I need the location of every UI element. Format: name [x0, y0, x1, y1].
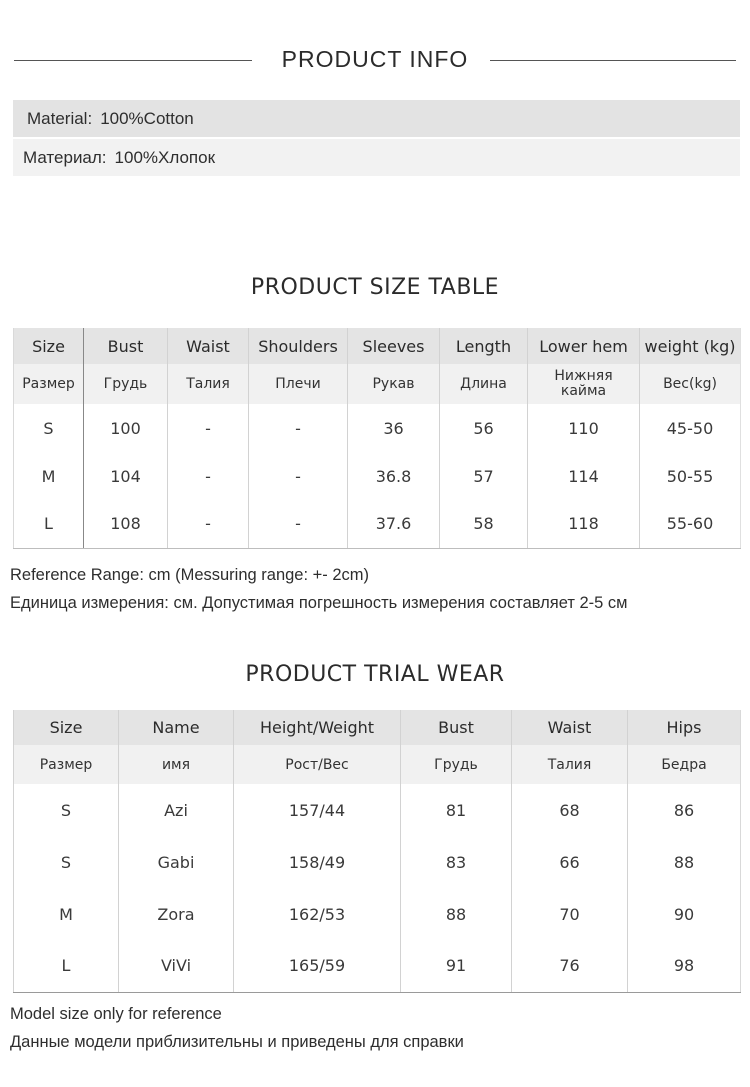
divider-right	[490, 60, 736, 61]
table-cell: 91	[401, 940, 512, 992]
table-cell: 36.8	[348, 452, 440, 500]
table-cell: 88	[401, 888, 512, 940]
table-cell: 104	[84, 452, 168, 500]
trial-table-header-ru	[14, 745, 741, 784]
table-cell: Gabi	[119, 836, 234, 888]
material-value-ru: 100%Хлопок	[114, 147, 216, 167]
table-row	[14, 404, 741, 452]
header-cell: Рукав	[348, 364, 440, 404]
header-cell: Нижняя кайма	[528, 364, 640, 404]
trial-table-header-en	[14, 710, 741, 745]
table-cell: 110	[528, 404, 640, 452]
size-note-ru: Единица измерения: см. Допустимая погрешность измерения составляет 2-5 см	[10, 594, 628, 612]
table-cell: 157/44	[234, 784, 401, 836]
header-cell: Name	[119, 710, 234, 745]
header-cell: Грудь	[84, 364, 168, 404]
size-table-header-ru	[14, 364, 741, 404]
table-cell: 108	[84, 500, 168, 548]
header-cell: Размер	[14, 745, 119, 784]
trial-note-en: Model size only for reference	[10, 1005, 222, 1023]
table-cell: 68	[512, 784, 628, 836]
table-cell: 88	[628, 836, 741, 888]
table-cell: -	[249, 500, 348, 548]
trial-note-ru: Данные модели приблизительны и приведены для справки	[10, 1033, 464, 1051]
size-table	[13, 328, 741, 549]
header-cell: Длина	[440, 364, 528, 404]
table-row	[14, 836, 741, 888]
size-table-header-en	[14, 328, 741, 364]
material-label-en: Material:	[27, 108, 93, 128]
table-cell: 57	[440, 452, 528, 500]
header-cell: Грудь	[401, 745, 512, 784]
material-row-en	[13, 100, 740, 137]
table-cell: 58	[440, 500, 528, 548]
header-cell: Shoulders	[249, 328, 348, 364]
table-cell: -	[249, 404, 348, 452]
table-cell: 50-55	[640, 452, 741, 500]
table-cell: -	[168, 404, 249, 452]
material-value-en: 100%Cotton	[100, 108, 194, 128]
table-row	[14, 784, 741, 836]
header-cell: Height/Weight	[234, 710, 401, 745]
header-cell: Размер	[14, 364, 84, 404]
table-cell: 66	[512, 836, 628, 888]
table-cell: 158/49	[234, 836, 401, 888]
table-cell: 90	[628, 888, 741, 940]
table-cell: 98	[628, 940, 741, 992]
table-cell: 81	[401, 784, 512, 836]
table-cell: 56	[440, 404, 528, 452]
header-cell: Талия	[168, 364, 249, 404]
header-cell: Плечи	[249, 364, 348, 404]
table-cell: Azi	[119, 784, 234, 836]
table-cell: 83	[401, 836, 512, 888]
product-info-title: PRODUCT INFO	[281, 46, 469, 72]
table-cell: L	[14, 940, 119, 992]
table-cell: M	[14, 452, 84, 500]
table-cell: M	[14, 888, 119, 940]
table-cell: S	[14, 836, 119, 888]
table-cell: -	[249, 452, 348, 500]
table-cell: 165/59	[234, 940, 401, 992]
product-info-header	[0, 44, 750, 78]
header-cell: Бедра	[628, 745, 741, 784]
table-cell: 36	[348, 404, 440, 452]
material-label-ru: Материал:	[23, 147, 107, 167]
table-cell: 86	[628, 784, 741, 836]
table-cell: 55-60	[640, 500, 741, 548]
header-cell: Length	[440, 328, 528, 364]
header-cell: Hips	[628, 710, 741, 745]
table-cell: -	[168, 452, 249, 500]
trial-wear-table	[13, 710, 741, 993]
header-cell: Size	[14, 710, 119, 745]
table-cell: 45-50	[640, 404, 741, 452]
header-cell: имя	[119, 745, 234, 784]
table-cell: 162/53	[234, 888, 401, 940]
header-cell: Вес(kg)	[640, 364, 741, 404]
table-cell: L	[14, 500, 84, 548]
table-row	[14, 500, 741, 548]
trial-wear-title: PRODUCT TRIAL WEAR	[245, 662, 505, 687]
table-cell: 37.6	[348, 500, 440, 548]
table-cell: 70	[512, 888, 628, 940]
table-cell: S	[14, 404, 84, 452]
header-cell: Bust	[401, 710, 512, 745]
table-row	[14, 452, 741, 500]
table-cell: 118	[528, 500, 640, 548]
header-cell: Талия	[512, 745, 628, 784]
table-row	[14, 888, 741, 940]
table-cell: -	[168, 500, 249, 548]
table-cell: ViVi	[119, 940, 234, 992]
material-row-ru	[13, 139, 740, 176]
table-cell: 76	[512, 940, 628, 992]
table-cell: 100	[84, 404, 168, 452]
header-cell: Waist	[512, 710, 628, 745]
header-cell: Lower hem	[528, 328, 640, 364]
header-cell: Рост/Вес	[234, 745, 401, 784]
size-note-en: Reference Range: cm (Messuring range: +- 2cm)	[10, 566, 370, 584]
table-row	[14, 940, 741, 992]
header-cell: Waist	[168, 328, 249, 364]
size-table-title: PRODUCT SIZE TABLE	[250, 275, 500, 300]
header-cell: Sleeves	[348, 328, 440, 364]
header-cell: Bust	[84, 328, 168, 364]
table-cell: S	[14, 784, 119, 836]
header-cell: weight (kg)	[640, 328, 741, 364]
table-cell: 114	[528, 452, 640, 500]
header-cell: Size	[14, 328, 84, 364]
table-cell: Zora	[119, 888, 234, 940]
